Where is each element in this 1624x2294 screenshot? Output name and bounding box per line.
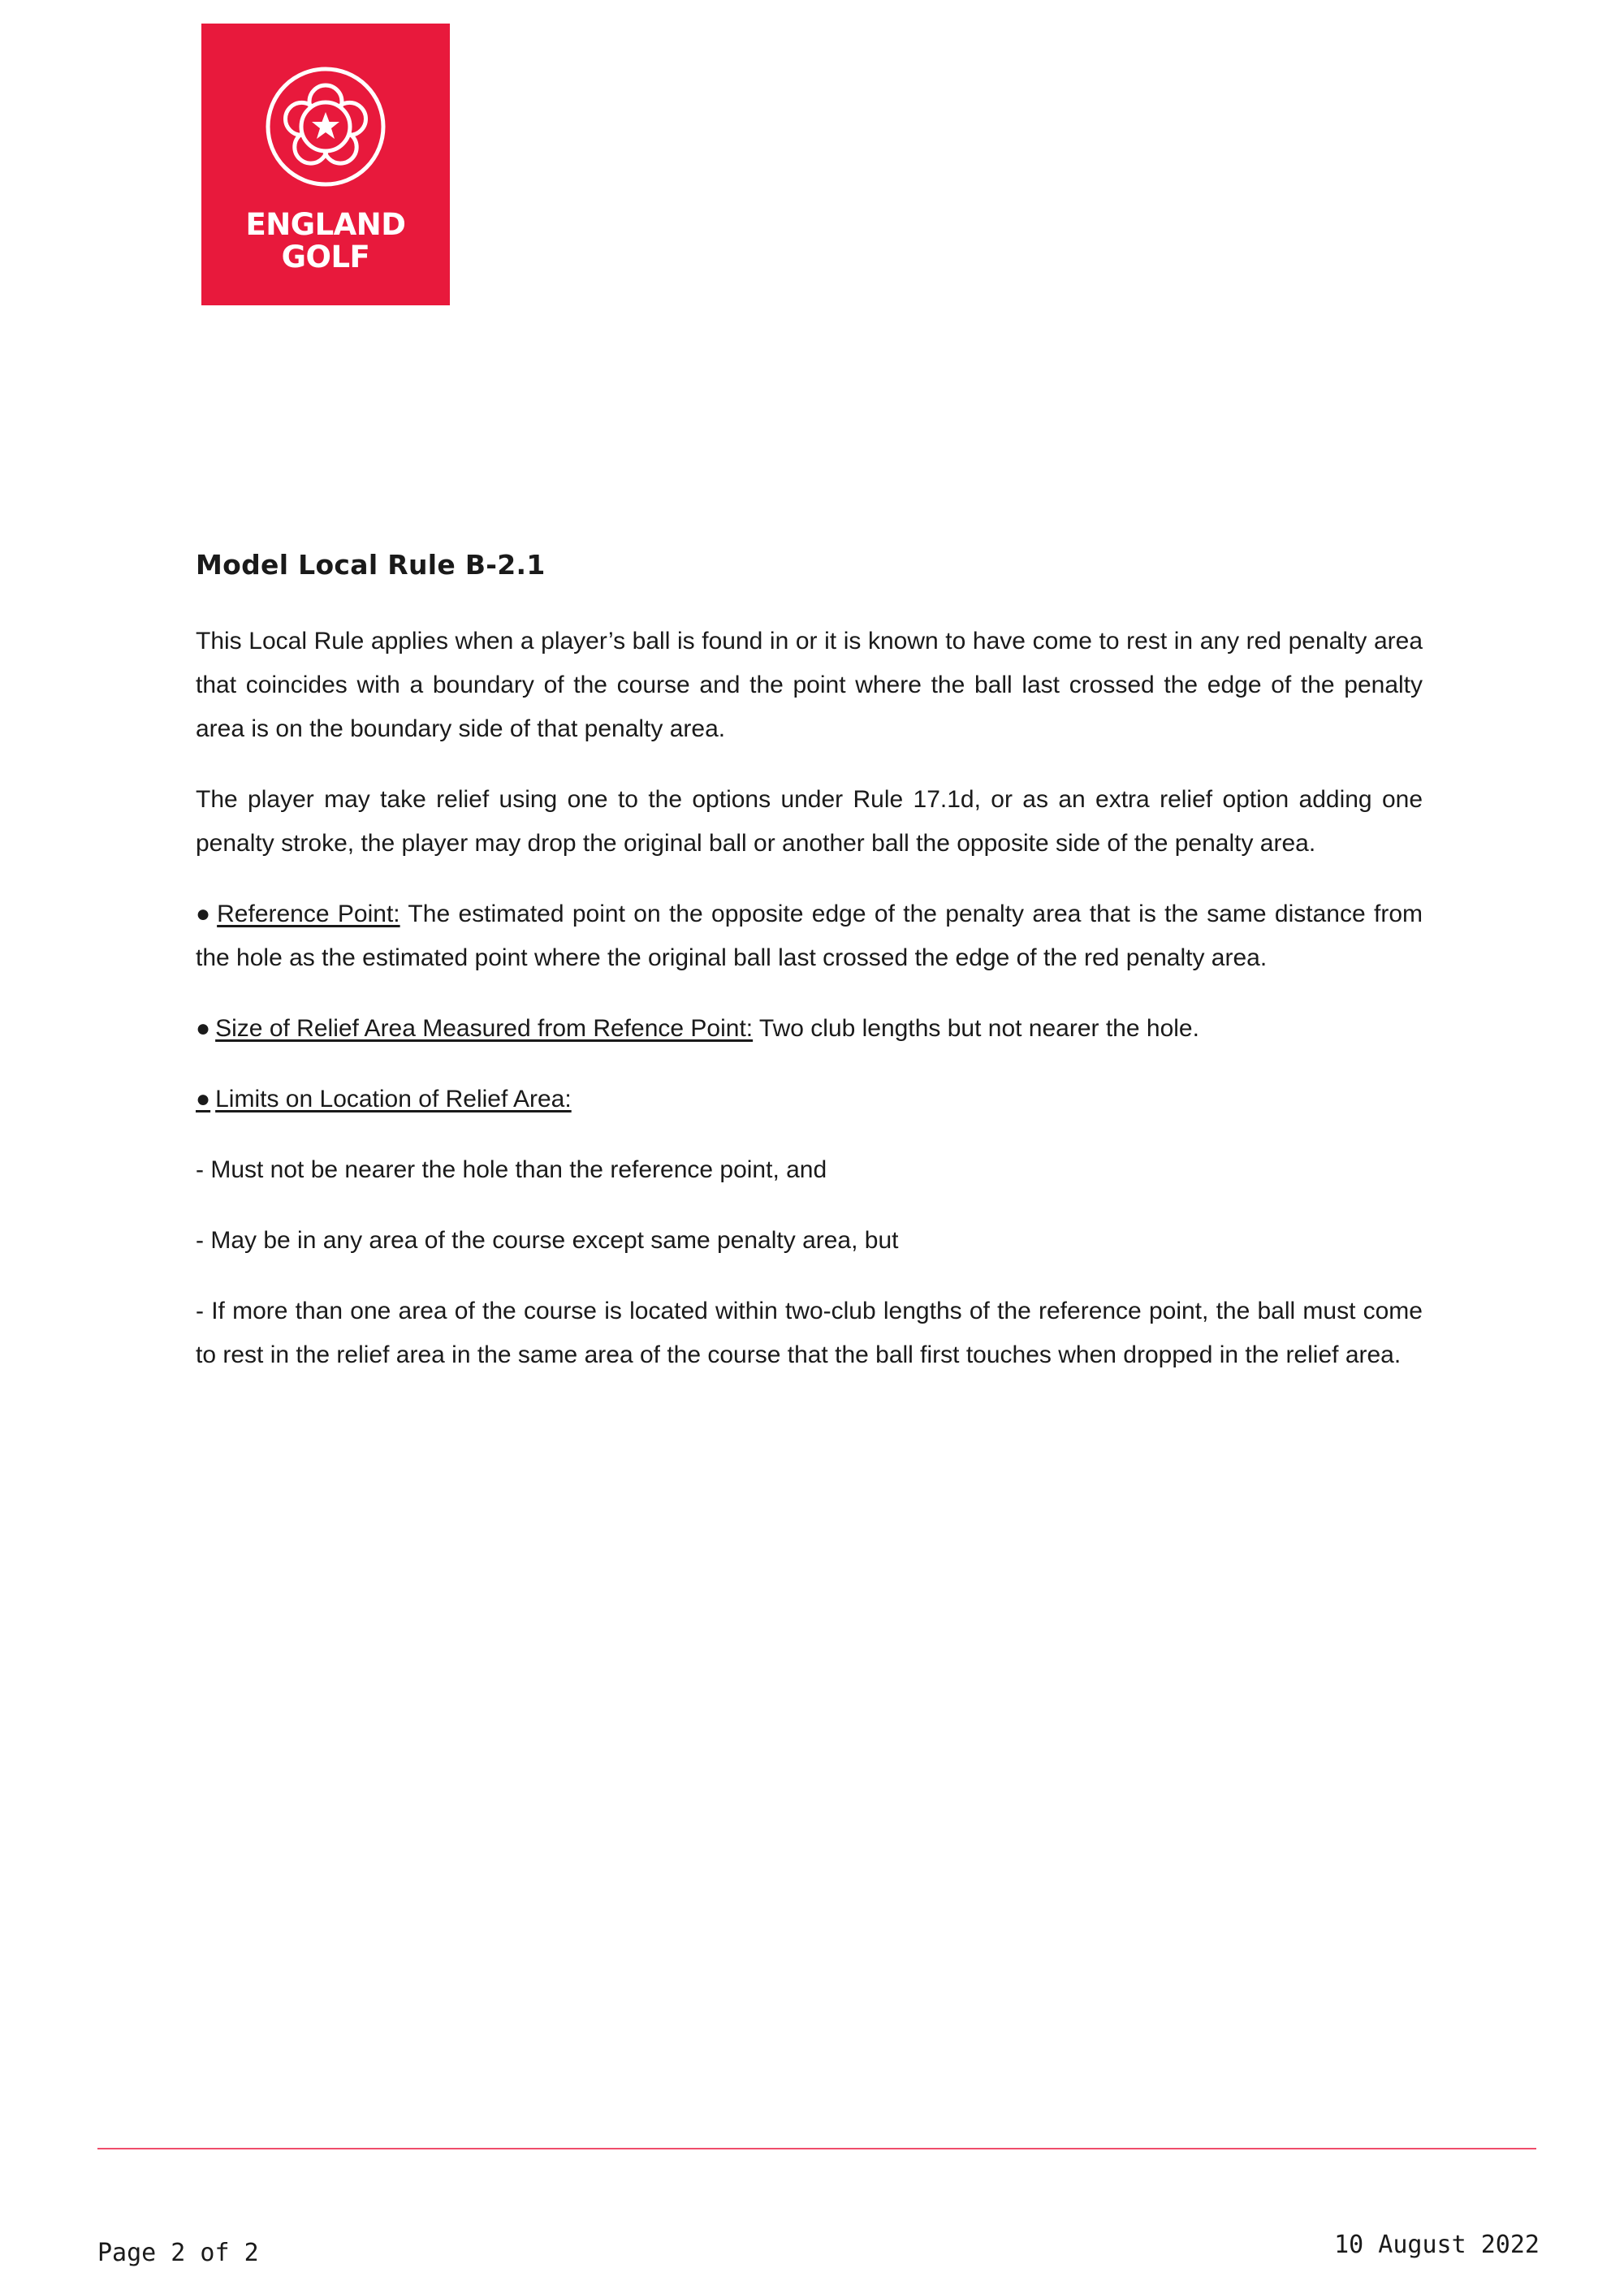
document-body (196, 546, 1423, 1404)
limit-item: - If more than one area of the course is located within two-club lengths of the reference point, the ball must come to rest in the relief area in the same area of the course that the ball first touches when dropped in the relief area. (196, 1298, 1423, 1368)
reference-point-label: Reference Point: (217, 901, 400, 927)
page-number: Page 2 of 2 (97, 2239, 259, 2267)
page-title: Model Local Rule B-2.1 (196, 549, 546, 581)
logo-text-golf: GOLF (281, 240, 370, 274)
relief-size-label: Size of Relief Area Measured from Refence Point: (215, 1015, 754, 1042)
bullet-icon: ● (196, 1015, 211, 1042)
reference-point-paragraph (196, 892, 1423, 980)
logo-text-england: ENGLAND (245, 207, 406, 242)
limits-paragraph (196, 1078, 1423, 1121)
relief-paragraph: The player may take relief using one to the options under Rule 17.1d, or as an extra relief option adding one penalty stroke, the player may drop the original ball or another ball the opposite side of the penalty area. (196, 786, 1423, 857)
reference-point-text: The estimated point on the opposite edge of the penalty area that is the same distance from the hole as the estimated point where the original ball last crossed the edge of the red penalty area. (196, 901, 1423, 971)
bullet-icon: ● (196, 901, 213, 927)
england-golf-logo (201, 24, 450, 305)
limit-item: - May be in any area of the course except same penalty area, but (196, 1227, 899, 1254)
limits-label-text: Limits on Location of Relief Area: (215, 1086, 572, 1112)
limit-item: - Must not be nearer the hole than the reference point, and (196, 1156, 827, 1183)
relief-size-paragraph (196, 1007, 1423, 1051)
footer-divider (97, 2148, 1536, 2149)
document-date: 10 August 2022 (1334, 2231, 1540, 2259)
limits-label (196, 1086, 572, 1112)
rose-emblem-icon (265, 66, 387, 188)
relief-size-text: Two club lengths but not nearer the hole. (753, 1015, 1199, 1042)
intro-paragraph: This Local Rule applies when a player’s ball is found in or it is known to have come to rest in any red penalty area that coincides with a boundary of the course and the point where the ball last crossed the edge of the penalty area is on the boundary side of that penalty area. (196, 628, 1423, 742)
bullet-icon: ● (196, 1086, 211, 1112)
